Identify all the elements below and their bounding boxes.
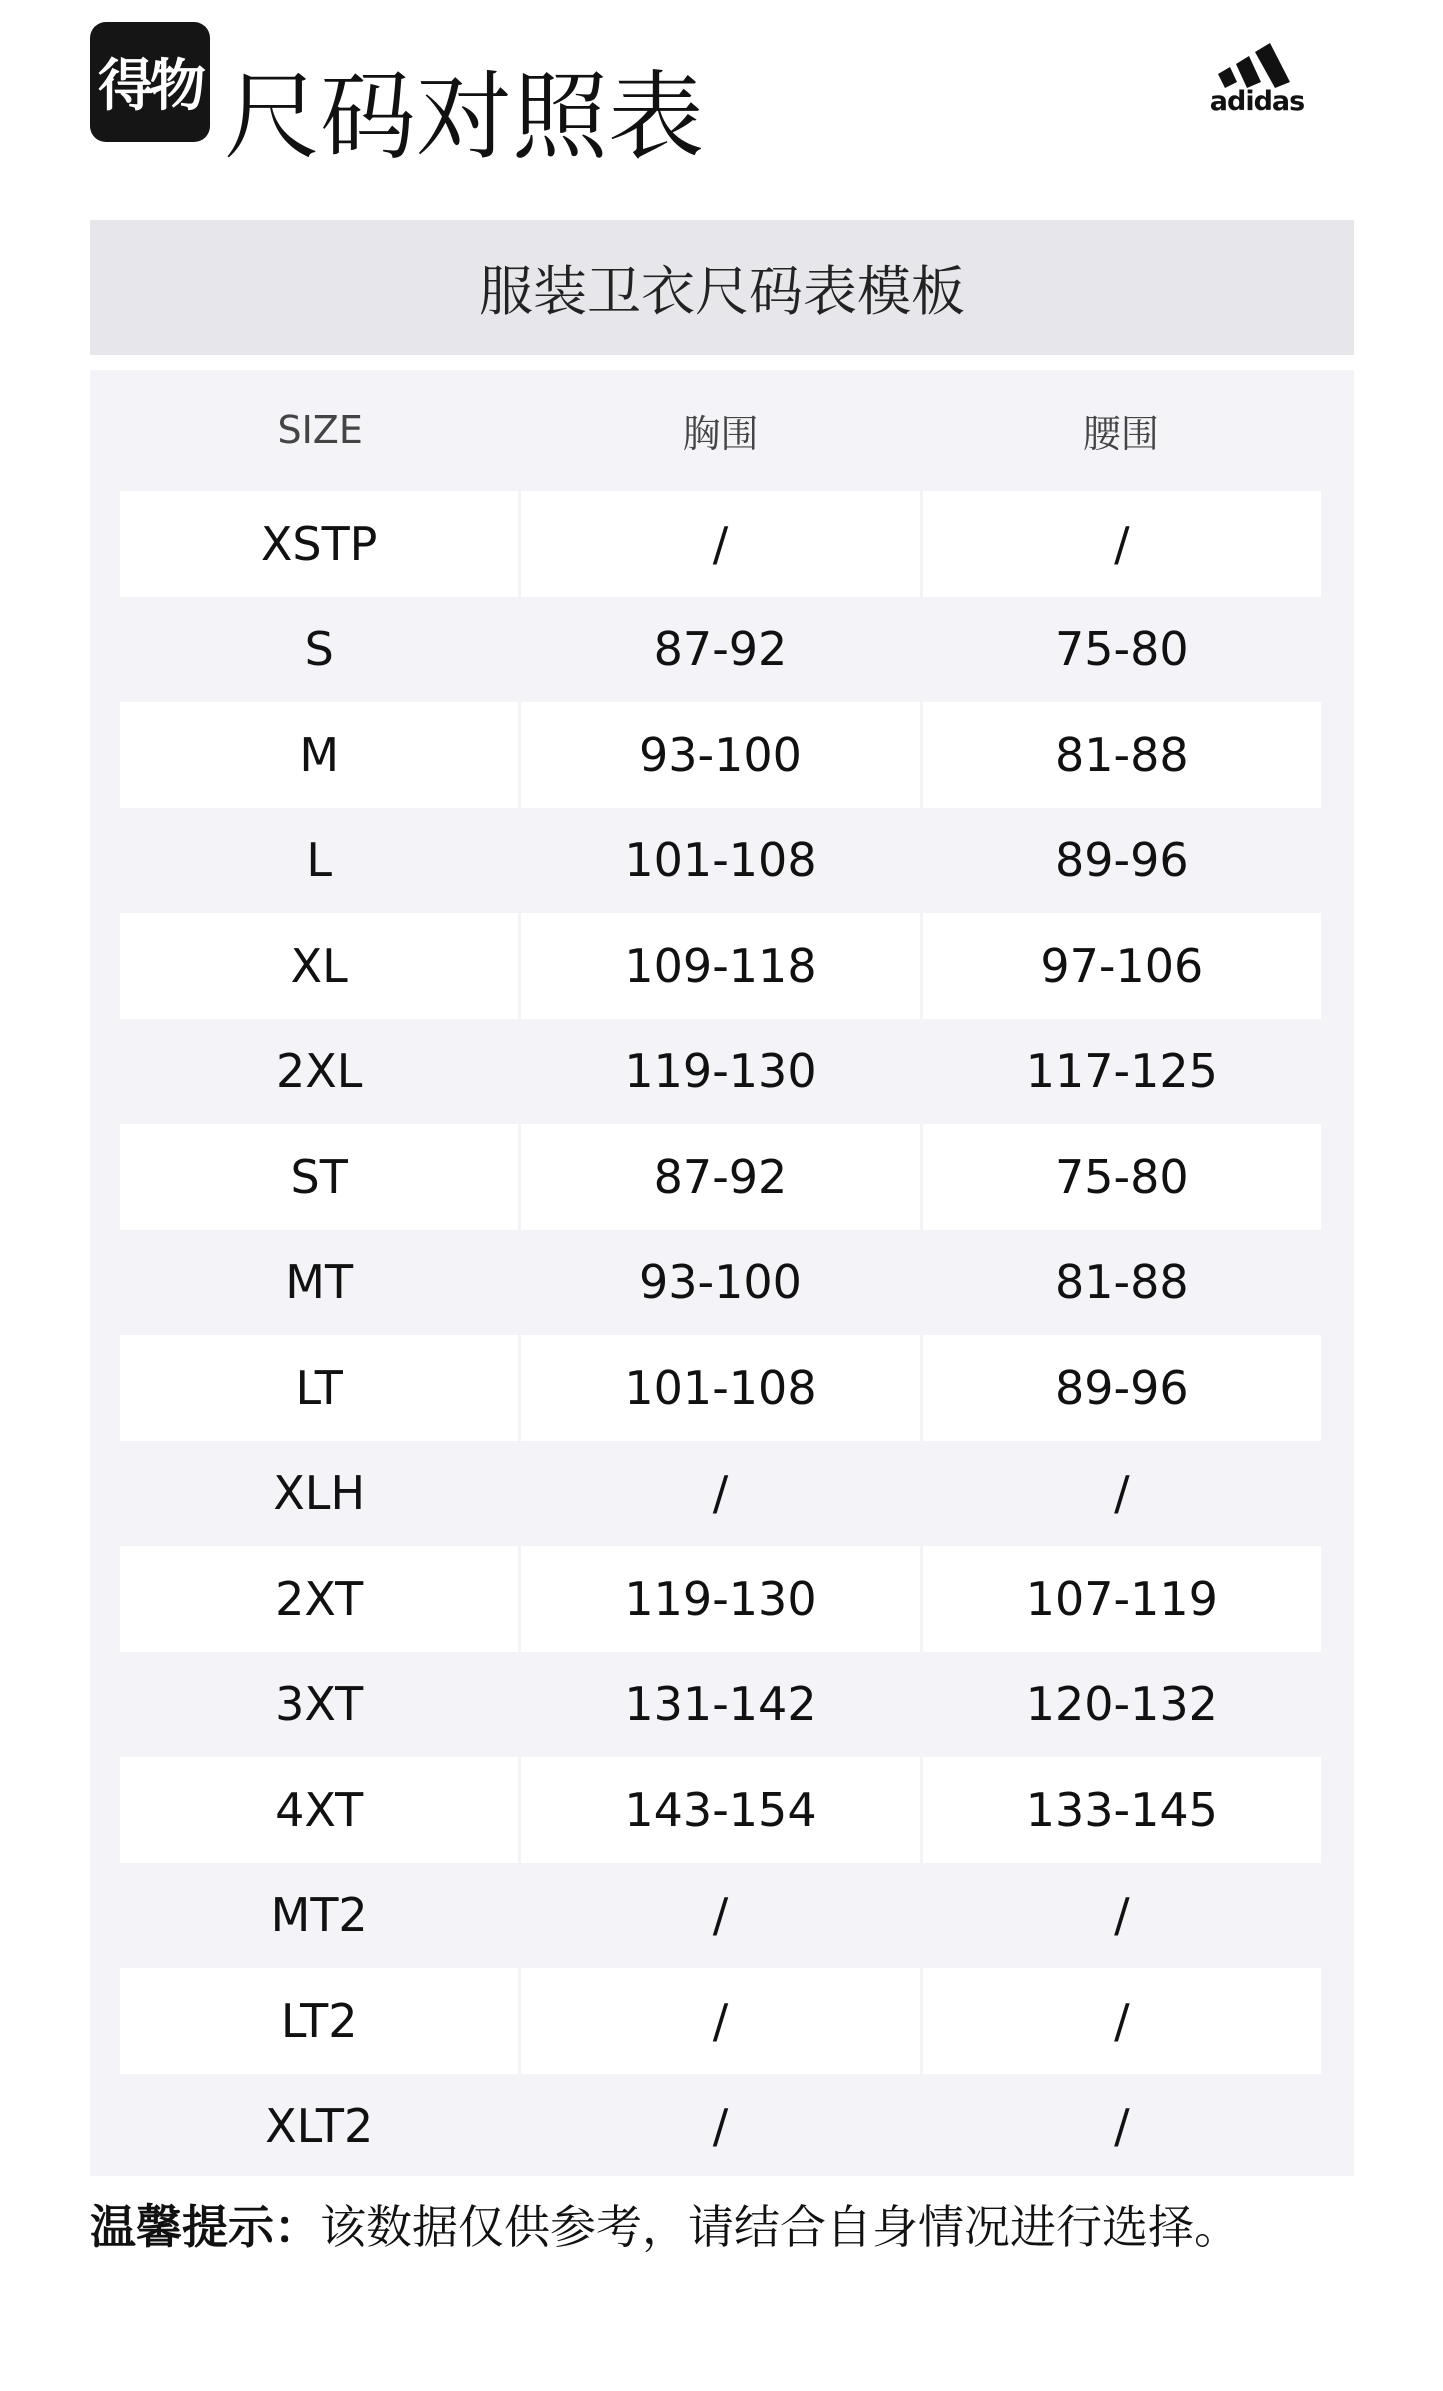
chest-cell: 119-130	[624, 1044, 817, 1099]
size-table	[90, 370, 1354, 2176]
chest-cell: 87-92	[653, 622, 788, 677]
table-row	[120, 1757, 1321, 1863]
table-row	[120, 1863, 1321, 1969]
waist-cell: 117-125	[1025, 1044, 1218, 1099]
column-header-chest: 胸围	[682, 411, 759, 456]
chest-cell: 93-100	[521, 702, 919, 808]
table-row	[120, 491, 1321, 597]
size-cell: 4XT	[120, 1757, 518, 1863]
waist-cell: 107-119	[923, 1546, 1321, 1652]
size-cell: XLH	[273, 1466, 366, 1521]
chest-cell: 101-108	[521, 1335, 919, 1441]
waist-cell: /	[923, 1968, 1321, 2074]
size-cell: L	[306, 833, 332, 888]
chest-cell: 101-108	[624, 833, 817, 888]
chest-cell: /	[521, 491, 919, 597]
column-header-waist: 腰围	[1082, 411, 1159, 456]
column-header-size: SIZE	[277, 408, 363, 452]
size-cell: ST	[120, 1124, 518, 1230]
waist-cell: 75-80	[1054, 622, 1189, 677]
size-cell: MT	[285, 1255, 354, 1310]
header	[0, 0, 1443, 210]
waist-cell: /	[1114, 2099, 1130, 2154]
column-headers	[120, 370, 1321, 490]
size-cell: S	[304, 622, 334, 677]
table-row	[120, 702, 1321, 808]
waist-cell: 75-80	[923, 1124, 1321, 1230]
chest-cell: /	[712, 1888, 729, 1943]
chest-cell: 109-118	[521, 913, 919, 1019]
waist-cell: 133-145	[923, 1757, 1321, 1863]
table-row	[120, 1546, 1321, 1652]
chest-cell: 93-100	[639, 1255, 802, 1310]
table-row	[120, 1019, 1321, 1125]
waist-cell: 97-106	[923, 913, 1321, 1019]
waist-cell: /	[923, 491, 1321, 597]
chest-cell: /	[712, 2099, 729, 2154]
brand-name: adidas	[1209, 86, 1305, 117]
size-cell: LT2	[120, 1968, 518, 2074]
waist-cell: /	[1114, 1466, 1130, 1521]
app-logo-text: 得物	[98, 54, 202, 119]
size-cell: 2XT	[120, 1546, 518, 1652]
size-cell: 3XT	[275, 1677, 364, 1732]
page-title: 尺码对照表	[224, 61, 704, 173]
table-row	[120, 597, 1321, 703]
table-row	[120, 1968, 1321, 2074]
waist-cell: 81-88	[1054, 1255, 1189, 1310]
waist-cell: /	[1114, 1888, 1130, 1943]
size-cell: XSTP	[120, 491, 518, 597]
chest-cell: 131-142	[624, 1677, 817, 1732]
waist-cell: 89-96	[1054, 833, 1189, 888]
table-row	[120, 1441, 1321, 1547]
tip-note	[90, 2192, 1240, 2262]
size-cell: 2XL	[275, 1044, 363, 1099]
table-row	[120, 1652, 1321, 1758]
tip-text: 该数据仅供参考，请结合自身情况进行选择。	[320, 2200, 1240, 2254]
size-cell: XLT2	[265, 2099, 374, 2154]
table-body	[120, 491, 1321, 2179]
table-row	[120, 2074, 1321, 2180]
size-cell: MT2	[270, 1888, 368, 1943]
table-row	[120, 1230, 1321, 1336]
chest-cell: 143-154	[521, 1757, 919, 1863]
waist-cell: 81-88	[923, 702, 1321, 808]
table-row	[120, 1335, 1321, 1441]
chest-cell: 119-130	[521, 1546, 919, 1652]
app-logo	[90, 22, 210, 142]
chest-cell: /	[521, 1968, 919, 2074]
table-row	[120, 1124, 1321, 1230]
size-cell: LT	[120, 1335, 518, 1441]
table-row	[120, 913, 1321, 1019]
waist-cell: 120-132	[1025, 1677, 1218, 1732]
size-cell: M	[120, 702, 518, 808]
table-row	[120, 808, 1321, 914]
chest-cell: /	[712, 1466, 729, 1521]
chest-cell: 87-92	[521, 1124, 919, 1230]
table-title: 服装卫衣尺码表模板	[90, 220, 1354, 355]
waist-cell: 89-96	[923, 1335, 1321, 1441]
size-cell: XL	[120, 913, 518, 1019]
adidas-three-stripes-icon	[1216, 42, 1298, 88]
tip-label: 温馨提示：	[90, 2200, 320, 2254]
adidas-logo	[1192, 42, 1322, 122]
